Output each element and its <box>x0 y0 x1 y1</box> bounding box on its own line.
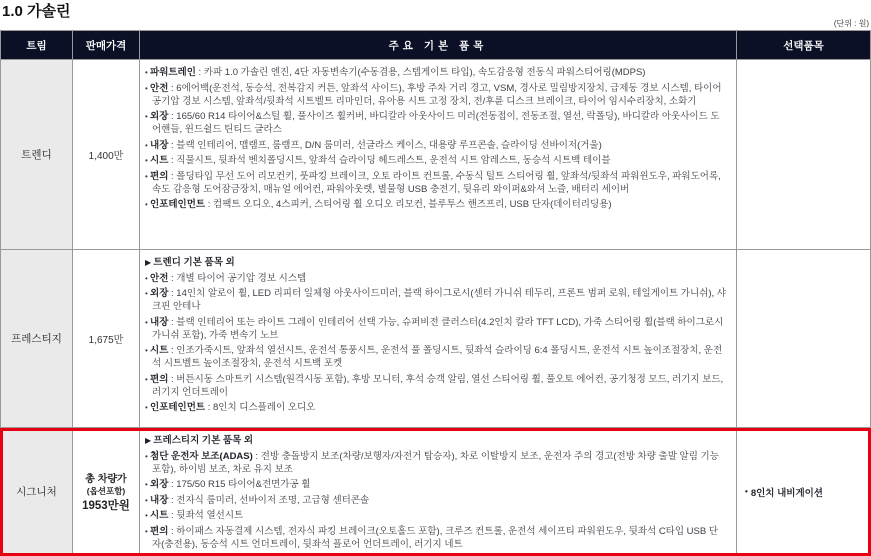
trim-option <box>737 428 871 556</box>
bullet-icon: • <box>145 156 151 165</box>
page-title: 1.0 가솔린 <box>2 3 71 20</box>
bullet-icon: • <box>145 374 151 384</box>
bullet-icon: • <box>145 346 151 355</box>
feature-label: 외장 <box>150 111 169 122</box>
trim-name: 시그니처 <box>0 428 73 556</box>
feature-label: 시트 <box>150 345 169 356</box>
price-line: 총 차량가 <box>85 474 127 485</box>
feature-text: : 컴팩트 오디오, 4스피커, 스티어링 휠 오디오 리모컨, 블루투스 핸즈프리, USB 단자(데이터리딩용) <box>205 199 612 210</box>
feature-item <box>145 82 726 108</box>
feature-text: : 버튼시동 스마트키 시스템(원격시동 포함), 후방 모니터, 후석 승객 알림, 열선 스티어링 휠, 풀오토 에어컨, 공기청정 모드, 러기지 보드, 러기지 언더트레이 <box>152 373 724 398</box>
feature-item <box>145 170 726 196</box>
bullet-icon: • <box>745 487 748 496</box>
column-header-trim: 트림 <box>0 31 73 60</box>
feature-text: : 블랙 인테리어 또는 라이트 그레이 인테리어 선택 가능, 슈퍼비전 클러스터(4.2인치 칼라 TFT LCD), 가죽 스티어링 휠(블랙 하이그로시 가니쉬 포함), 가죽 변속기 노브 <box>152 316 724 341</box>
trim-option <box>737 60 871 250</box>
title-bar <box>0 0 871 30</box>
bullet-icon: • <box>145 451 151 461</box>
feature-item <box>145 494 726 507</box>
base-package-note-text: 프레스티지 기본 품목 외 <box>153 435 254 446</box>
base-package-note <box>145 256 726 269</box>
feature-text: : 하이패스 자동결제 시스템, 전자식 파킹 브레이크(오토홀드 포함), 크루즈 컨트롤, 운전석 세이프티 파워윈도우, 뒷좌석 C타입 USB 단자(충전용), 동승석 시트 언더트레이, 뒷좌석 플로어 언더트레이, 러기지 네트 <box>152 525 719 550</box>
feature-item <box>145 66 726 79</box>
feature-item <box>145 373 726 399</box>
trim-row <box>0 250 871 428</box>
feature-label: 내장 <box>150 139 169 151</box>
price-line: 1953만원 <box>82 500 130 512</box>
feature-label: 편의 <box>150 170 169 182</box>
trim-row <box>0 428 871 556</box>
bullet-icon: • <box>145 200 151 209</box>
feature-item <box>145 110 726 136</box>
feature-item <box>145 287 726 313</box>
bullet-icon: • <box>145 112 151 121</box>
column-header-features: 주요 기본 품목 <box>140 31 737 60</box>
feature-label: 첨단 운전자 보조(ADAS) <box>150 450 253 462</box>
feature-text: : 뒷좌석 열선시트 <box>168 510 244 521</box>
feature-label: 내장 <box>150 494 169 506</box>
trim-price <box>73 60 140 250</box>
feature-text: : 블랙 인테리어, 맵램프, 룸램프, D/N 룸미러, 선글라스 케이스, 대용량 루프콘솔, 슬라이딩 선바이저(거울) <box>168 139 602 151</box>
feature-text: : 폴딩타입 무선 도어 리모컨키, 풋파킹 브레이크, 오토 라이트 컨트롤, 수동식 틸트 스티어링 휠, 앞좌석/뒷좌석 파워윈도우, 파워도어록, 속도 감응형 도어잠금장치, 매뉴얼 에어컨, 파워아웃렛, 별물형 USB 충전기, 뒷유리 와이퍼&와셔 노즐, 배터리 세이버 <box>152 170 721 195</box>
feature-label: 인포테인먼트 <box>150 199 206 210</box>
bullet-icon: • <box>145 495 151 505</box>
feature-item <box>145 316 726 342</box>
bullet-icon: • <box>145 480 151 489</box>
feature-text: : 직물시트, 뒷좌석 벤치폴딩시트, 앞좌석 슬라이딩 헤드레스트, 운전석 시트 암레스트, 동승석 시트백 테이블 <box>168 155 611 166</box>
price-line: 1,400만 <box>88 151 124 162</box>
feature-text: : 8인치 디스플레이 오디오 <box>205 402 316 413</box>
bullet-icon: • <box>145 511 151 520</box>
feature-text: : 전방 충돌방지 보조(차량/보행자/자전거 탑승자), 차로 이탈방지 보조, 운전자 주의 경고(전방 차량 출발 알림 기능 포함), 하이빔 보조, 차로 유지 보조 <box>152 450 719 475</box>
feature-label: 외장 <box>150 288 169 299</box>
feature-label: 편의 <box>150 525 169 537</box>
feature-item <box>145 154 726 167</box>
feature-label: 인포테인먼트 <box>150 402 206 413</box>
bullet-icon: • <box>145 171 151 181</box>
column-header-options: 선택품목 <box>737 31 871 60</box>
feature-item <box>145 525 726 551</box>
base-package-note-text: 트렌디 기본 품목 외 <box>153 257 235 268</box>
feature-label: 외장 <box>150 479 169 490</box>
feature-label: 편의 <box>150 373 169 385</box>
trim-price <box>73 250 140 428</box>
bullet-icon: • <box>145 83 151 93</box>
feature-label: 시트 <box>150 155 169 166</box>
feature-item <box>145 450 726 476</box>
feature-item <box>145 198 726 211</box>
bullet-icon: • <box>145 68 151 77</box>
feature-label: 안전 <box>150 272 169 284</box>
bullet-icon: • <box>145 140 151 150</box>
trim-row <box>0 60 871 250</box>
feature-item <box>145 509 726 522</box>
features-list <box>140 428 737 556</box>
bullet-icon: • <box>145 526 151 536</box>
feature-text: : 카파 1.0 가솔린 엔진, 4단 자동변속기(수동겸용, 스텝게이트 타입), 속도감응형 전동식 파워스티어링(MDPS) <box>195 67 646 78</box>
feature-label: 내장 <box>150 316 169 328</box>
feature-text: : 165/60 R14 타이어&스틸 휠, 풀사이즈 휠커버, 바디칼라 아웃사이드 미러(전동접이, 전동조절, 열선, 락폴딩), 바디칼라 아웃사이드 도어핸들, 윈드쉴드 틴티드 글라스 <box>152 111 720 135</box>
feature-label: 시트 <box>150 510 169 521</box>
table-body <box>0 60 871 556</box>
feature-label: 파워트레인 <box>150 67 196 78</box>
arrow-marker-icon: ▶ <box>145 258 154 267</box>
trim-option <box>737 250 871 428</box>
feature-item <box>145 478 726 491</box>
bullet-icon: • <box>145 317 151 327</box>
feature-text: : 6에어백(운전석, 동승석, 전복감지 커튼, 앞좌석 사이드), 후방 주차 거리 경고, VSM, 경사로 밀림방지장치, 급제동 경보 시스템, 타이어 공기압 경보 시스템, 앞좌석/뒷좌석 시트벨트 리마인더, 유아용 시트 고정 장치, 전/후륜 디스크 브레이크, 타이어 임시수리장치, 소화기 <box>152 82 722 107</box>
bullet-icon: • <box>145 273 151 283</box>
price-line: (옵션포함) <box>86 486 126 496</box>
bullet-icon: • <box>145 289 151 298</box>
trim-price <box>73 428 140 556</box>
base-package-note <box>145 434 726 447</box>
price-line: 1,675만 <box>88 335 124 346</box>
features-list <box>140 250 737 428</box>
option-text: 8인치 내비게이션 <box>750 487 823 499</box>
feature-item <box>145 344 726 370</box>
feature-text: : 14인치 알로이 휠, LED 리피터 일체형 아웃사이드미러, 블랙 하이그로시(센터 가니쉬 테두리, 프론트 범퍼 로워, 테일게이트 가니쉬), 샤크핀 안테나 <box>152 288 726 312</box>
feature-text: : 인조가죽시트, 앞좌석 열선시트, 운전석 통풍시트, 운전석 풀 폴딩시트, 뒷좌석 슬라이딩 6:4 폴딩시트, 운전석 시트 높이조절장치, 운전석 시트벨트 높이조절장치, 운전석 시트백 포켓 <box>152 345 723 369</box>
bullet-icon: • <box>145 403 151 412</box>
trim-name: 프레스티지 <box>0 250 73 428</box>
trim-name: 트렌디 <box>0 60 73 250</box>
table-header-row <box>0 30 871 60</box>
feature-text: : 개별 타이어 공기압 경보 시스템 <box>168 272 307 284</box>
unit-note: (단위 : 원) <box>833 19 869 28</box>
feature-item <box>145 139 726 152</box>
column-header-price: 판매가격 <box>73 31 140 60</box>
arrow-marker-icon: ▶ <box>145 436 154 445</box>
trim-spec-table <box>0 30 871 556</box>
feature-label: 안전 <box>150 82 169 94</box>
features-list <box>140 60 737 250</box>
feature-text: : 175/50 R15 타이어&전면가공 휠 <box>168 479 311 490</box>
feature-item <box>145 272 726 285</box>
feature-item <box>145 401 726 414</box>
feature-text: : 전자식 룸미러, 선바이저 조명, 고급형 센터콘솔 <box>168 494 370 506</box>
